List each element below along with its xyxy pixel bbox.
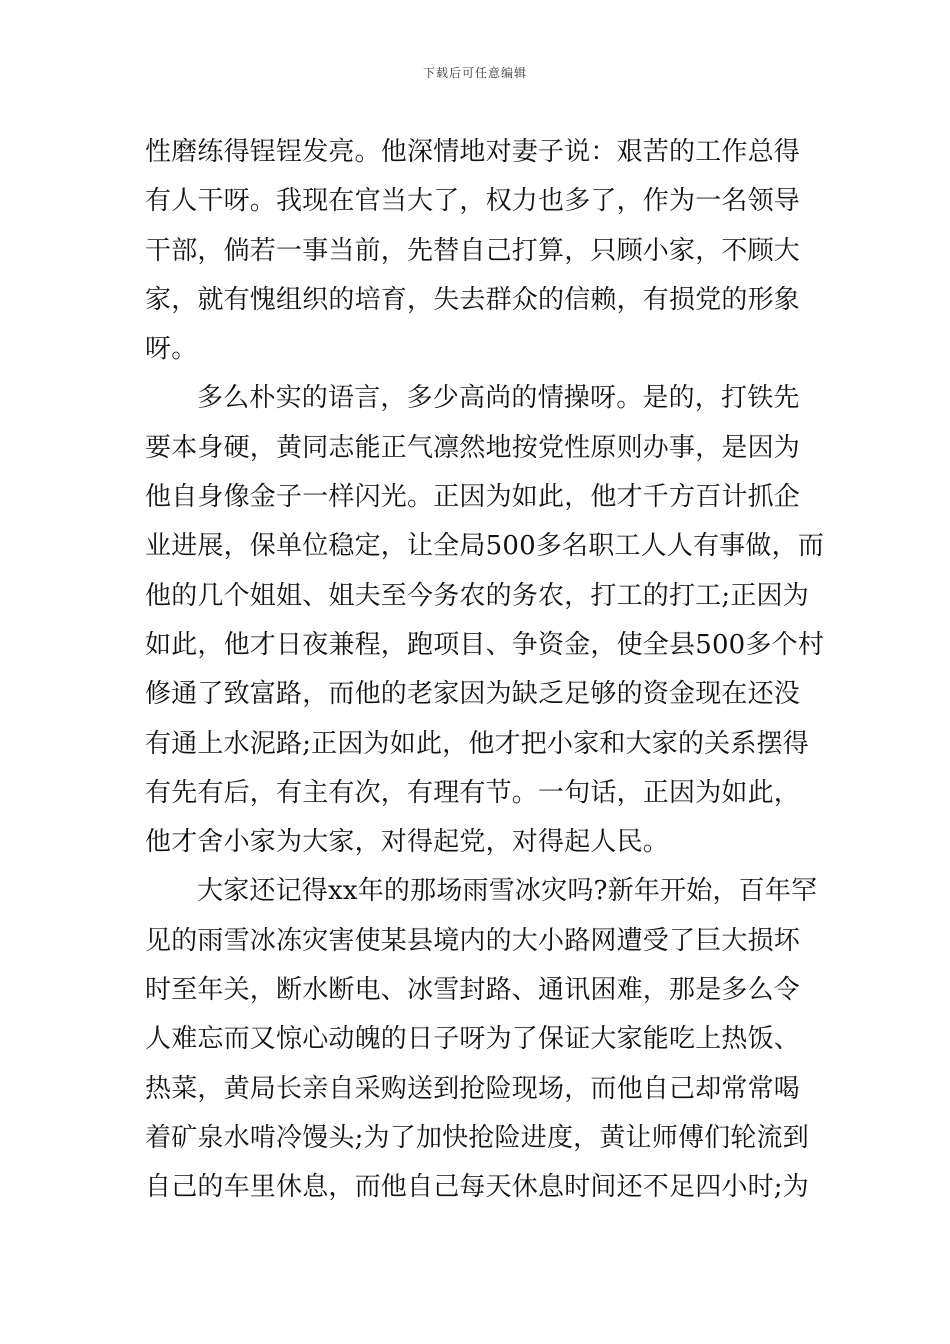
paragraph-3-line-4: 人难忘而又惊心动魄的日子呀为了保证大家能吃上热饭、 [145,1024,801,1055]
paragraph-2-line-10: 他才舍小家为大家，对得起党，对得起人民。 [145,827,670,858]
paragraph-1-line-4: 家，就有愧组织的培育，失去群众的信赖，有损党的形象 [145,284,801,315]
paragraph-1-line-5: 呀。 [145,334,198,365]
paragraph-2-line-2: 要本身硬，黄同志能正气凛然地按党性原则办事，是因为 [145,432,801,463]
paragraph-2-line-6: 如此，他才日夜兼程，跑项目、争资金，使全县500多个村 [145,629,825,660]
paragraph-2-line-9: 有先有后，有主有次，有理有节。一句话，正因为如此， [145,777,801,808]
page-header: 下载后可任意编辑 [422,66,527,80]
paragraph-1-line-1: 性磨练得锃锃发亮。他深情地对妻子说：艰苦的工作总得 [145,137,801,167]
paragraph-1-line-3: 干部，倘若一事当前，先替自己打算，只顾小家，不顾大 [145,235,801,266]
paragraph-2-line-4: 业进展，保单位稳定，让全局500多名职工人人有事做，而 [145,531,825,562]
paragraph-3-line-3: 时至年关，断水断电、冰雪封路、通讯困难，那是多么令 [145,975,801,1006]
paragraph-3-line-2: 见的雨雪冰冻灾害使某县境内的大小路网遭受了巨大损坏 [145,925,801,956]
paragraph-2-line-1: 多么朴实的语言，多少高尚的情操呀。是的，打铁先 [197,383,800,414]
paragraph-3-line-5: 热菜，黄局长亲自采购送到抢险现场，而他自己却常常喝 [145,1073,801,1104]
body-text [145,128,825,1213]
paragraph-2-line-5: 他的几个姐姐、姐夫至今务农的务农，打工的打工;正因为 [145,580,809,611]
paragraph-2-line-8: 有通上水泥路;正因为如此，他才把小家和大家的关系摆得 [145,728,809,759]
paragraph-3-line-6: 着矿泉水啃冷馒头;为了加快抢险进度，黄让师傅们轮流到 [145,1122,809,1153]
paragraph-2-line-7: 修通了致富路，而他的老家因为缺乏足够的资金现在还没 [145,679,801,710]
paragraph-3-line-7: 自己的车里休息，而他自己每天休息时间还不足四小时;为 [145,1172,809,1203]
paragraph-3-line-1: 大家还记得xx年的那场雨雪冰灾吗?新年开始，百年罕 [197,876,818,907]
paragraph-1-line-2: 有人干呀。我现在官当大了，权力也多了，作为一名领导 [145,186,801,217]
paragraph-2-line-3: 他自身像金子一样闪光。正因为如此，他才千方百计抓企 [145,482,801,513]
